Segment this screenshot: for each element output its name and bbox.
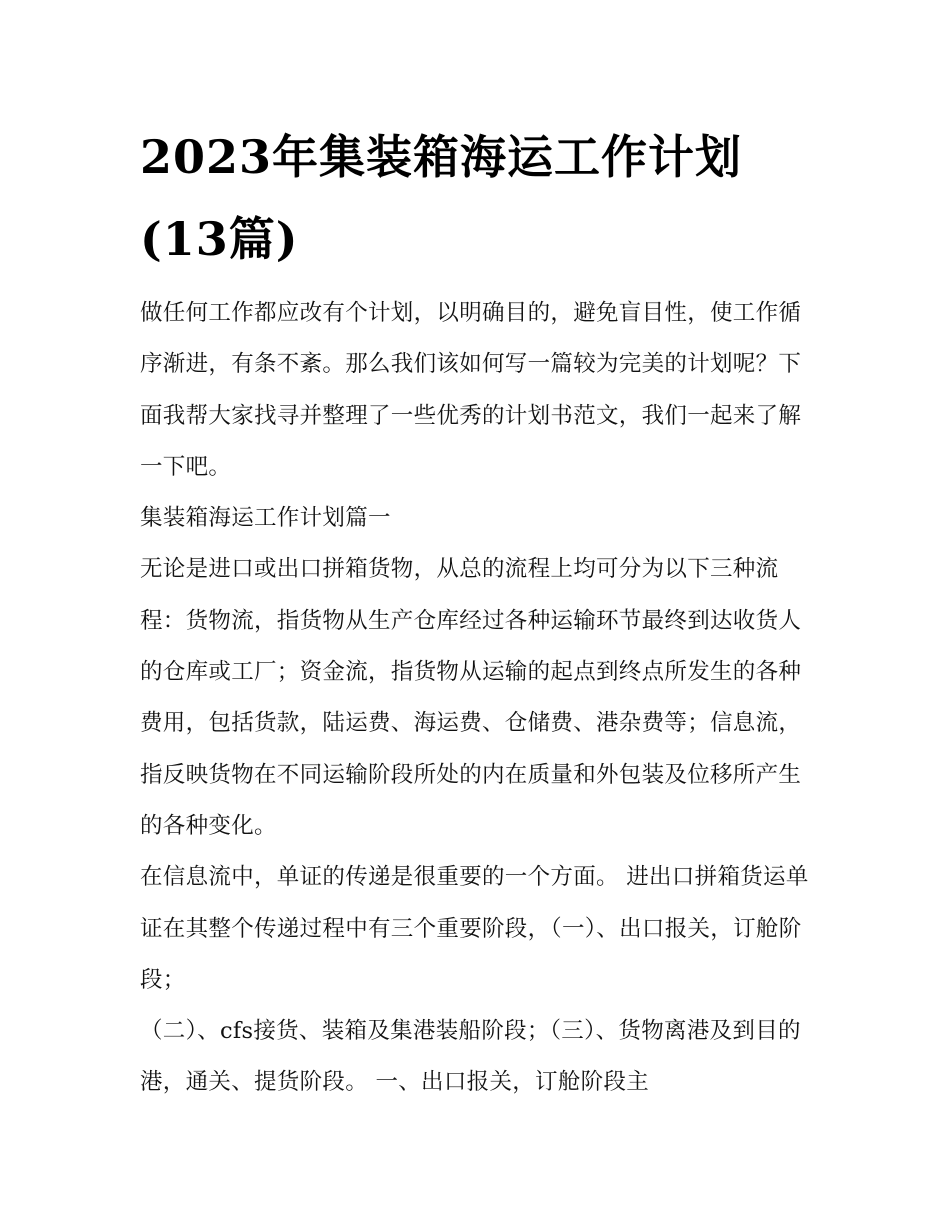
body-paragraph: 在信息流中，单证的传递是很重要的一个方面。 进出口拼箱货运单证在其整个传递过程中有三个重要阶段，（一）、出口报关，订舱阶段； (140, 864, 809, 993)
document-title: 2023年集装箱海运工作计划(13篇) (140, 130, 743, 266)
body-paragraph: 无论是进口或出口拼箱货物，从总的流程上均可分为以下三种流程：货物流，指货物从生产仓库经过各种运输环节最终到达收货人的仓库或工厂；资金流，指货物从运输的起点到终点所发生的各种费用，包括货款，陆运费、海运费、仓储费、港杂费等；信息流，指反映货物在不同运输阶段所处的内在质量和外包装及位移所产生的各种变化。 (140, 556, 802, 839)
section-heading: 集装箱海运工作计划篇一 (140, 505, 391, 532)
document-body (140, 116, 820, 1109)
body-paragraph: （二）、cfs接货、装箱及集港装船阶段；（三）、货物离港及到目的港，通关、提货阶段。 一、出口报关，订舱阶段主 (140, 1018, 801, 1096)
intro-paragraph: 做任何工作都应改有个计划，以明确目的，避免盲目性，使工作循序渐进，有条不紊。那么我们该如何写一篇较为完美的计划呢？下面我帮大家找寻并整理了一些优秀的计划书范文，我们一起来了解一下吧。 (140, 300, 802, 480)
